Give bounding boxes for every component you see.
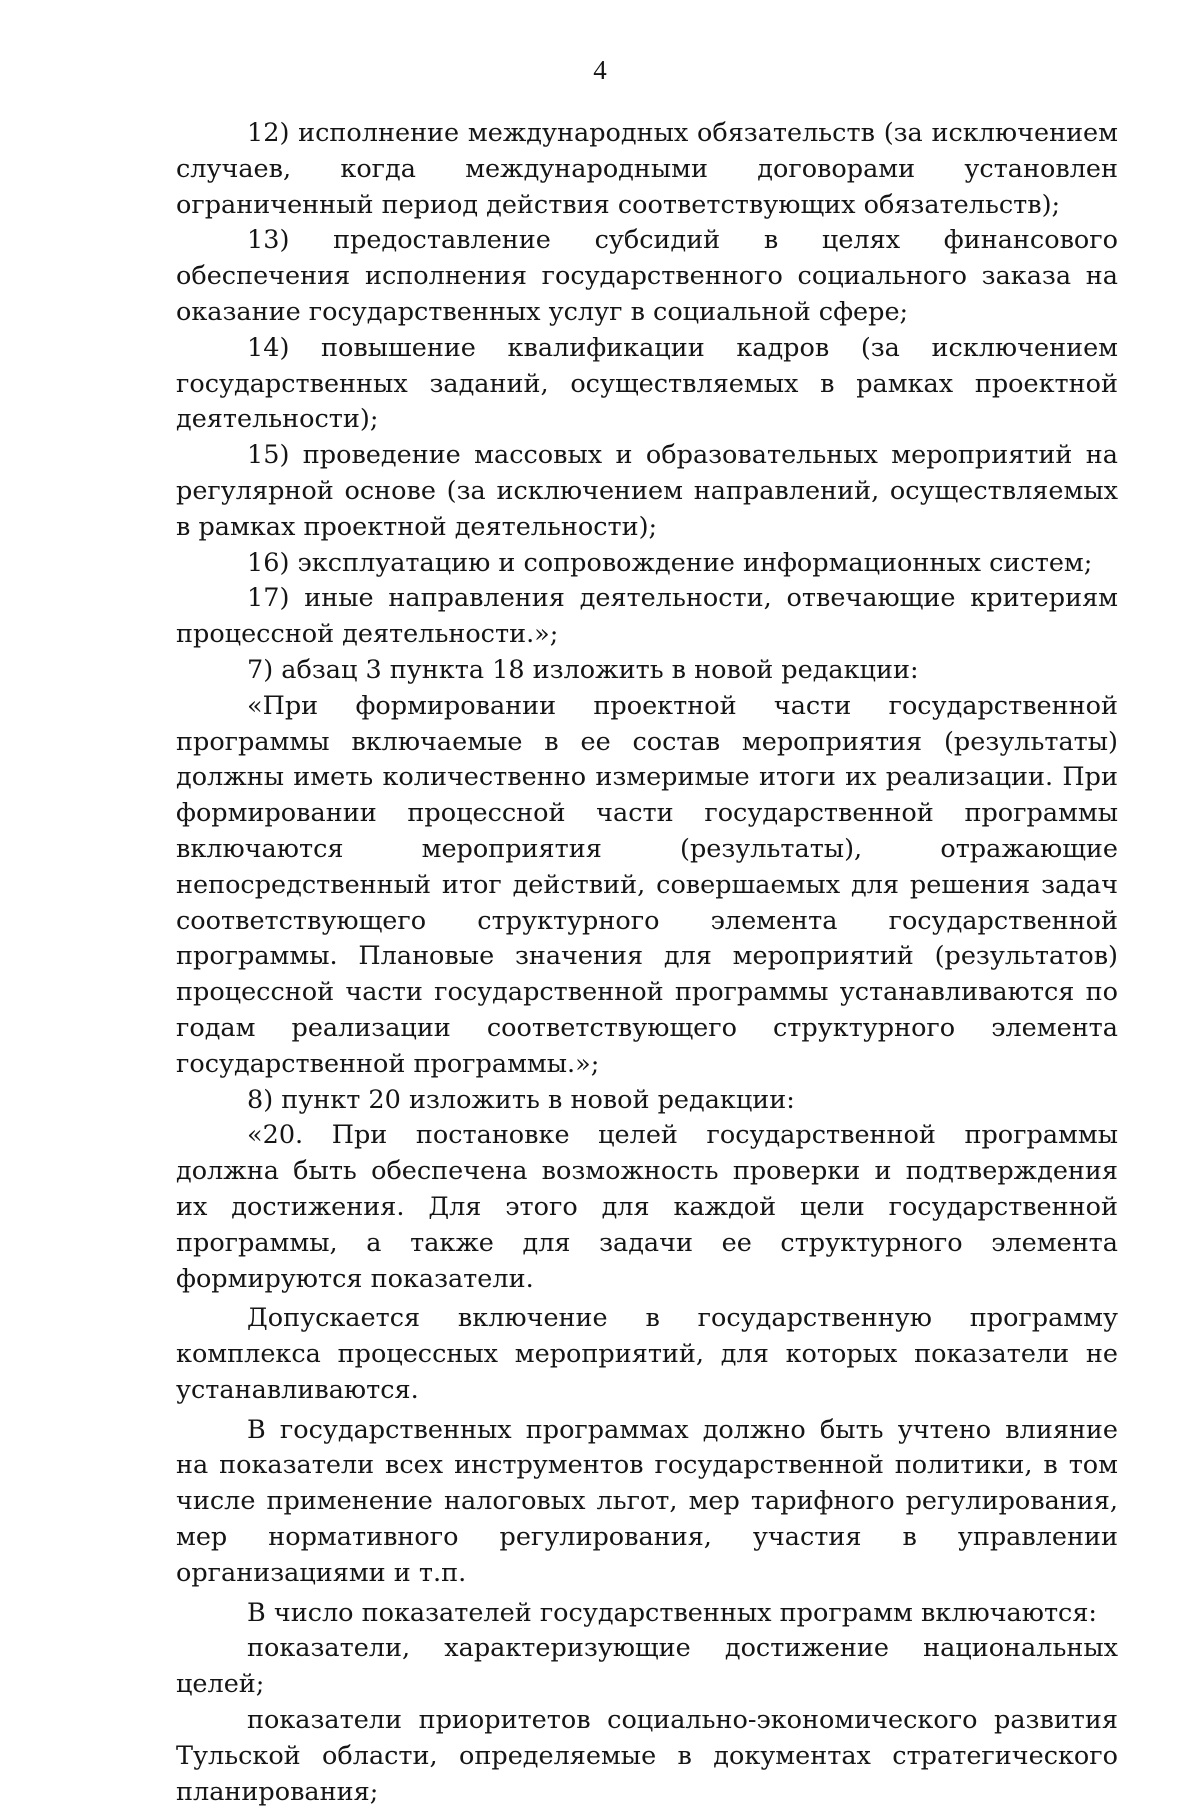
paragraph: «20. При постановке целей государственной программы должна быть обеспечена возможность проверки и подтверждения их достижения. Для этого для каждой цели государственной программы, а также для задачи ее структурного элемента формируются показатели. (176, 1120, 1118, 1294)
paragraph: В число показателей государственных программ включаются: (247, 1597, 1098, 1628)
paragraph: 12) исполнение международных обязательств (за исключением случаев, когда международными договорами установлен ограниченный период действия соответствующих обязательств); (176, 118, 1118, 220)
paragraph: показатели, характеризующие достижение национальных целей; (176, 1633, 1118, 1700)
paragraph: Допускается включение в государственную программу комплекса процессных мероприятий, для которых показатели не устанавливаются. (176, 1303, 1118, 1405)
paragraph: показатели приоритетов социально-экономического развития Тульской области, определяемые в документах стратегического планирования; (176, 1705, 1118, 1807)
page-number: 4 (593, 55, 607, 85)
paragraph: 17) иные направления деятельности, отвечающие критериям процессной деятельности.»; (176, 583, 1118, 650)
paragraph: В государственных программах должно быть учтено влияние на показатели всех инструментов государственной политики, в том числе применение налоговых льгот, мер тарифного регулирования, мер нормативного регулирования, участия в управлении организациями и т.п. (176, 1414, 1118, 1588)
paragraph: 13) предоставление субсидий в целях финансового обеспечения исполнения государственного социального заказа на оказание государственных услуг в социальной сфере; (176, 225, 1118, 327)
paragraph: 15) проведение массовых и образовательных мероприятий на регулярной основе (за исключением направлений, осуществляемых в рамках проектной деятельности); (176, 440, 1118, 542)
paragraph: 16) эксплуатацию и сопровождение информационных систем; (247, 547, 1093, 578)
paragraph: 14) повышение квалификации кадров (за исключением государственных заданий, осуществляемых в рамках проектной деятельности); (176, 332, 1118, 435)
paragraph: 8) пункт 20 изложить в новой редакции: (247, 1084, 795, 1115)
paragraph: «При формировании проектной части государственной программы включаемые в ее состав мероприятия (результаты) должны иметь количественно измеримые итоги их реализации. При формировании процессной части государственной программы включаются мероприятия (результаты), отражающие непосредственный итог действий, совершаемых для решения задач соответствующего структурного элемента государственной программы. Плановые значения для мероприятий (результатов) процессной части государственной программы устанавливаются по годам реализации соответствующего структурного элемента государственной программы.»; (176, 690, 1118, 1079)
document-body (176, 116, 1118, 1810)
paragraph: 7) абзац 3 пункта 18 изложить в новой редакции: (247, 654, 919, 685)
